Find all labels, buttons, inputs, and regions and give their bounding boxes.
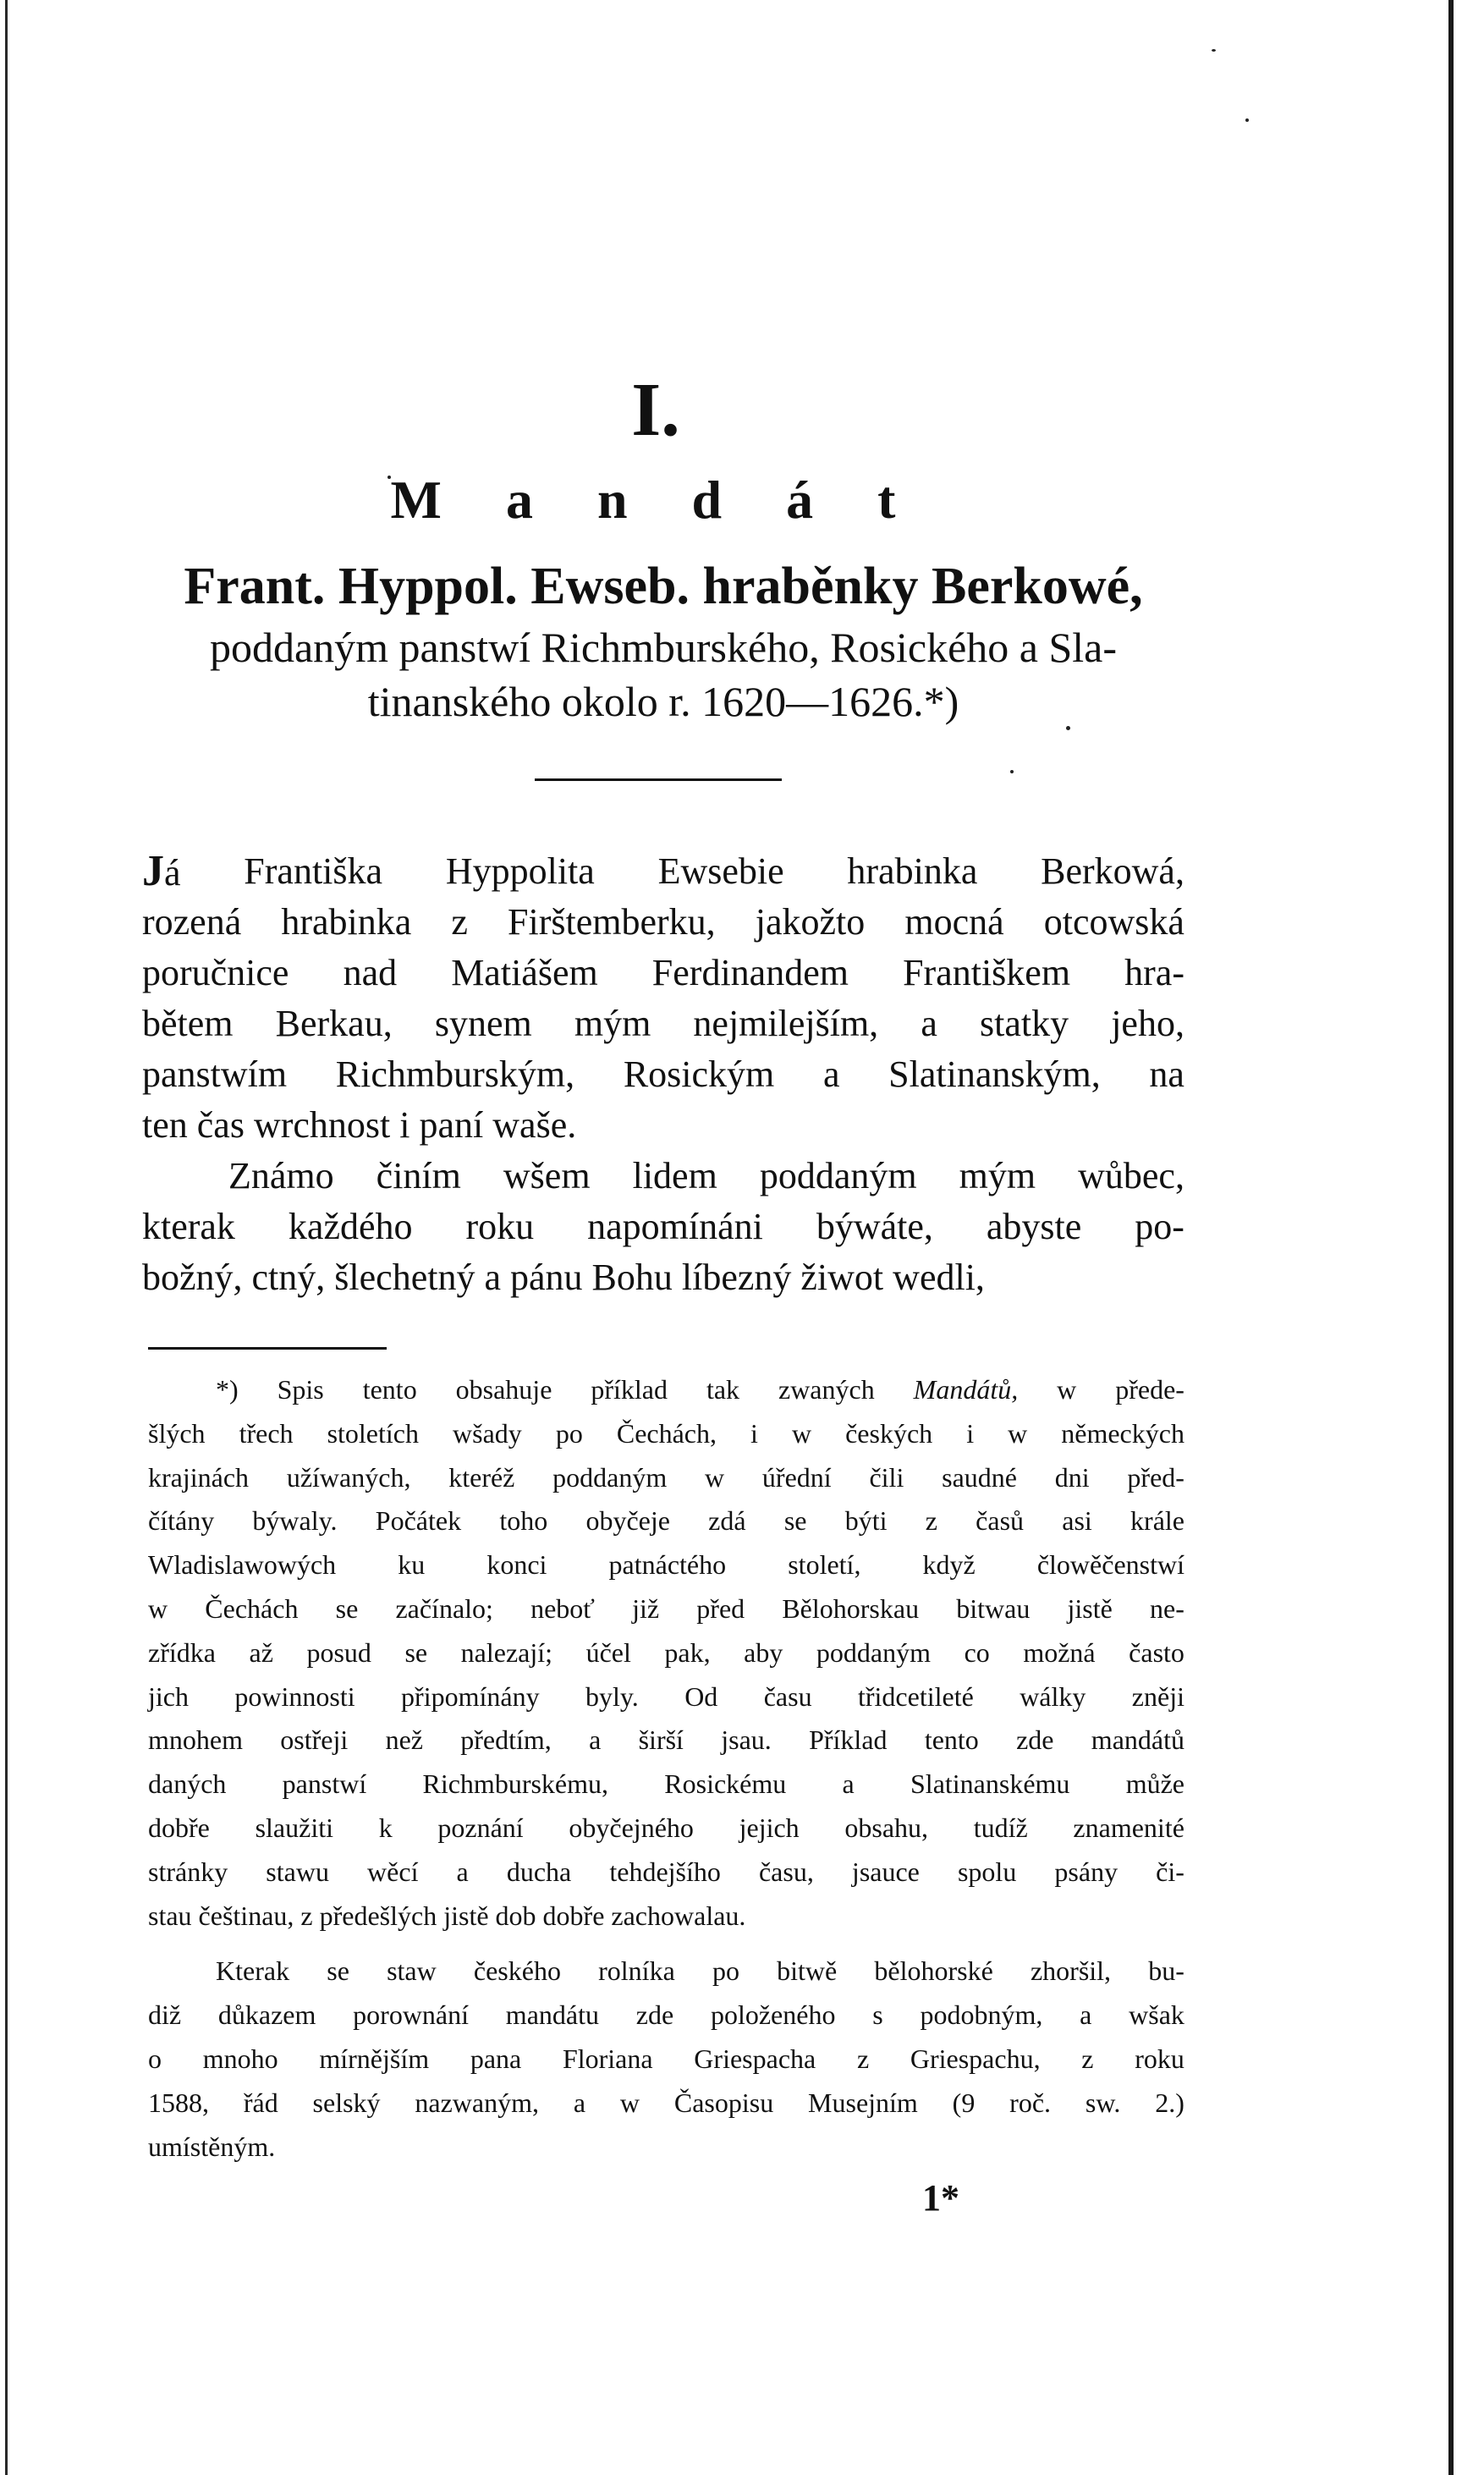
text-line: Já Františka Hyppolita Ewsebie hrabinka Berkowá, — [142, 847, 1184, 895]
text-line: jich powinnosti připomínány byly. Od času třidcetileté wálky zněji — [148, 1680, 1184, 1712]
text-line: ten čas wrchnost i paní waše. — [142, 1104, 577, 1146]
text-line: stau češtinau, z předešlých jistě dob dobře zachowalau. — [148, 1900, 746, 1931]
chapter-number: I. — [631, 368, 680, 452]
footnote — [148, 1368, 1184, 2169]
text-line: panstwím Richmburským, Rosickým a Slatinanským, na — [142, 1053, 1184, 1095]
text-line: čítány býwaly. Počátek toho obyčeje zdá se býti z časů asi krále — [148, 1505, 1184, 1537]
heading-subtitle-line: poddaným panstwí Richmburského, Rosického a Sla- — [209, 624, 1118, 671]
heading-subtitle — [142, 620, 1184, 729]
text-line: zřídka až posud se nalezají; účel pak, aby poddaným co možná často — [148, 1636, 1184, 1668]
printer-signature-mark: 1* — [922, 2177, 959, 2219]
section-divider — [535, 778, 782, 781]
ink-speck — [1245, 118, 1249, 122]
text-line: Kterak se staw českého rolníka po bitwě bělohorské zhoršil, bu- — [216, 1955, 1184, 1987]
ink-speck — [1212, 49, 1216, 52]
footnote-paragraph-1 — [148, 1368, 1184, 1938]
text-line: božný, ctný, šlechetný a pánu Bohu líbezný žiwot wedli, — [142, 1257, 985, 1298]
text-line: diž důkazem porownání mandátu zde položeného s podobným, a wšak — [148, 1999, 1184, 2031]
text-line: mnohem ostřeji než předtím, a širší jsau. Příklad tento zde mandátů — [148, 1724, 1184, 1756]
text-line: o mnoho mírnějším pana Floriana Griespacha z Griespachu, z roku — [148, 2043, 1184, 2074]
text-line: dobře slaužiti k poznání obyčejného jejich obsahu, tudíž znamenité — [148, 1812, 1184, 1843]
page-edge-right — [1448, 0, 1454, 2475]
text-line: umístěným. — [148, 2131, 276, 2162]
text-line: bětem Berkau, synem mým nejmilejším, a statky jeho, — [142, 1003, 1184, 1044]
text-line: rozená hrabinka z Firštemberku, jakožto mocná otcowská — [142, 901, 1184, 943]
text-line: poručnice nad Matiášem Ferdinandem Františkem hra- — [142, 952, 1184, 993]
text-line: Známo činím wšem lidem poddaným mým wůbec, — [228, 1155, 1184, 1196]
heading-main: Frant. Hyppol. Ewseb. hraběnky Berkowé, — [184, 558, 1143, 615]
text-line: kterak každého roku napomínáni býwáte, abyste po- — [142, 1206, 1184, 1247]
footnote-paragraph-2 — [148, 1950, 1184, 2169]
body-text — [142, 846, 1184, 1303]
text-line: daných panstwí Richmburskému, Rosickému a Slatinanskému může — [148, 1768, 1184, 1800]
paragraph-2 — [142, 1151, 1184, 1303]
text-line: w Čechách se začínalo; neboť již před Bělohorskau bitwau jistě ne- — [148, 1592, 1184, 1624]
text-line: krajinách užíwaných, kteréž poddaným w úřední čili saudné dni před- — [148, 1461, 1184, 1493]
heading-subtitle-line: tinanského okolo r. 1620—1626.*) — [367, 678, 959, 725]
footnote-divider — [148, 1347, 387, 1350]
text-line: šlých třech stoletích wšady po Čechách, i w českých i w německých — [148, 1417, 1184, 1449]
document-title: M a n d á t — [390, 470, 921, 530]
text-line: stránky stawu wěcí a ducha tehdejšího času, jsauce spolu psány či- — [148, 1856, 1184, 1887]
text-line: *) Spis tento obsahuje příklad tak zwaných Mandátů, w přede- — [216, 1374, 1184, 1405]
ink-speck — [1010, 770, 1014, 773]
text-line: 1588, řád selský nazwaným, a w Časopisu Musejním (9 roč. sw. 2.) — [148, 2087, 1184, 2118]
text-line: Wladislawowých ku konci patnáctého století, když člowěčenstwí — [148, 1549, 1184, 1581]
paragraph-1 — [142, 846, 1184, 1151]
